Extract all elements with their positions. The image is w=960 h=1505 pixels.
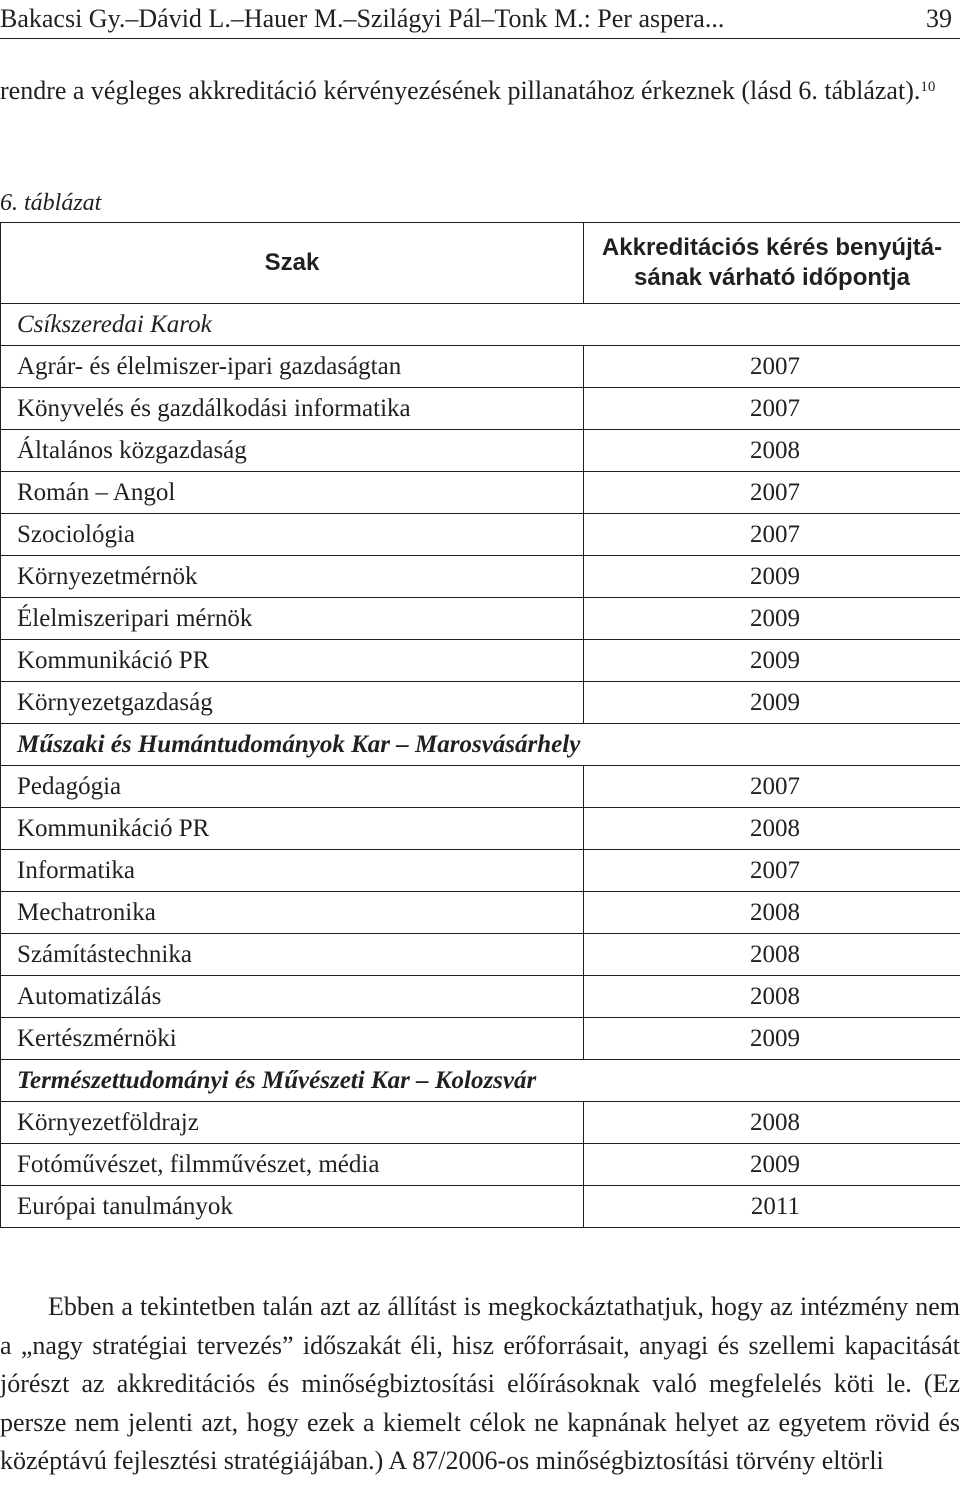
accreditation-year: 2007	[584, 766, 960, 808]
program-name: Környezetmérnök	[1, 556, 584, 598]
section-row	[1, 724, 960, 766]
table-header-row	[1, 223, 960, 304]
footnote-ref: 10	[920, 79, 936, 95]
table-row	[1, 388, 960, 430]
program-name: Agrár- és élelmiszer-ipari gazdaságtan	[1, 346, 584, 388]
program-name: Informatika	[1, 850, 584, 892]
table-row	[1, 850, 960, 892]
accreditation-year: 2009	[584, 598, 960, 640]
body-paragraph	[0, 1288, 960, 1481]
accreditation-year: 2009	[584, 556, 960, 598]
page-number: 39	[926, 4, 952, 33]
table-row	[1, 1102, 960, 1144]
accreditation-year: 2008	[584, 976, 960, 1018]
program-name: Élelmiszeripari mérnök	[1, 598, 584, 640]
table-row	[1, 598, 960, 640]
header-szak: Szak	[1, 223, 584, 304]
program-name: Pedagógia	[1, 766, 584, 808]
accreditation-year: 2007	[584, 388, 960, 430]
accreditation-year: 2007	[584, 346, 960, 388]
program-name: Európai tanulmányok	[1, 1186, 584, 1228]
program-name: Kommunikáció PR	[1, 640, 584, 682]
accreditation-year: 2008	[584, 934, 960, 976]
intro-text: rendre a végleges akkreditáció kérvényezésének pillanatához érkeznek (lásd 6. táblázat).	[0, 76, 921, 105]
table-row	[1, 514, 960, 556]
running-title: Bakacsi Gy.–Dávid L.–Hauer M.–Szilágyi Pál–Tonk M.: Per aspera...	[0, 4, 725, 33]
program-name: Kertészmérnöki	[1, 1018, 584, 1060]
table-row	[1, 556, 960, 598]
table-row	[1, 1018, 960, 1060]
program-name: Mechatronika	[1, 892, 584, 934]
table-row	[1, 682, 960, 724]
section-row	[1, 304, 960, 346]
accreditation-year: 2008	[584, 808, 960, 850]
program-name: Román – Angol	[1, 472, 584, 514]
header-date: Akkreditációs kérés benyújtá-sának várható időpontja	[584, 223, 960, 304]
program-name: Szociológia	[1, 514, 584, 556]
table-row	[1, 1186, 960, 1228]
accreditation-year: 2007	[584, 472, 960, 514]
accreditation-year: 2008	[584, 430, 960, 472]
accreditation-year: 2007	[584, 850, 960, 892]
accreditation-year: 2009	[584, 1018, 960, 1060]
table-row	[1, 430, 960, 472]
table-caption: 6. táblázat	[0, 190, 102, 216]
program-name: Fotóművészet, filmművészet, média	[1, 1144, 584, 1186]
table-row	[1, 808, 960, 850]
table-row	[1, 766, 960, 808]
program-name: Környezetföldrajz	[1, 1102, 584, 1144]
table-row	[1, 892, 960, 934]
program-name: Kommunikáció PR	[1, 808, 584, 850]
accreditation-year: 2008	[584, 892, 960, 934]
program-name: Automatizálás	[1, 976, 584, 1018]
table-row	[1, 934, 960, 976]
table-row	[1, 1144, 960, 1186]
accreditation-year: 2009	[584, 682, 960, 724]
section-title: Csíkszeredai Karok	[1, 304, 960, 346]
table-row	[1, 976, 960, 1018]
accreditation-table	[0, 222, 960, 1228]
accreditation-year: 2008	[584, 1102, 960, 1144]
program-name: Általános közgazdaság	[1, 430, 584, 472]
table-row	[1, 346, 960, 388]
table-row	[1, 640, 960, 682]
accreditation-year: 2011	[584, 1186, 960, 1228]
program-name: Számítástechnika	[1, 934, 584, 976]
accreditation-year: 2009	[584, 1144, 960, 1186]
accreditation-year: 2007	[584, 514, 960, 556]
section-title: Természettudományi és Művészeti Kar – Kolozsvár	[1, 1060, 960, 1102]
intro-paragraph	[0, 72, 960, 110]
program-name: Könyvelés és gazdálkodási informatika	[1, 388, 584, 430]
running-header	[0, 0, 960, 39]
section-row	[1, 1060, 960, 1102]
accreditation-year: 2009	[584, 640, 960, 682]
table-row	[1, 472, 960, 514]
body-text: Ebben a tekintetben talán azt az állítást is megkockáztathatjuk, hogy az intézmény nem a „nagy stratégiai tervezés” időszakát éli, hisz erőforrásait, anyagi és szellemi kapacitását jórészt az akkreditációs és minőségbiztosítási előírásoknak való megfelelés köti le. (Ez persze nem jelenti azt, hogy ezek a kiemelt célok ne kapnának helyet az egyetem rövid és középtávú fejlesztési stratégiájában.) A 87/2006-os minőségbiztosítási törvény eltörli	[0, 1292, 960, 1475]
section-title: Műszaki és Humántudományok Kar – Marosvásárhely	[1, 724, 960, 766]
program-name: Környezetgazdaság	[1, 682, 584, 724]
table-body	[1, 304, 960, 1228]
